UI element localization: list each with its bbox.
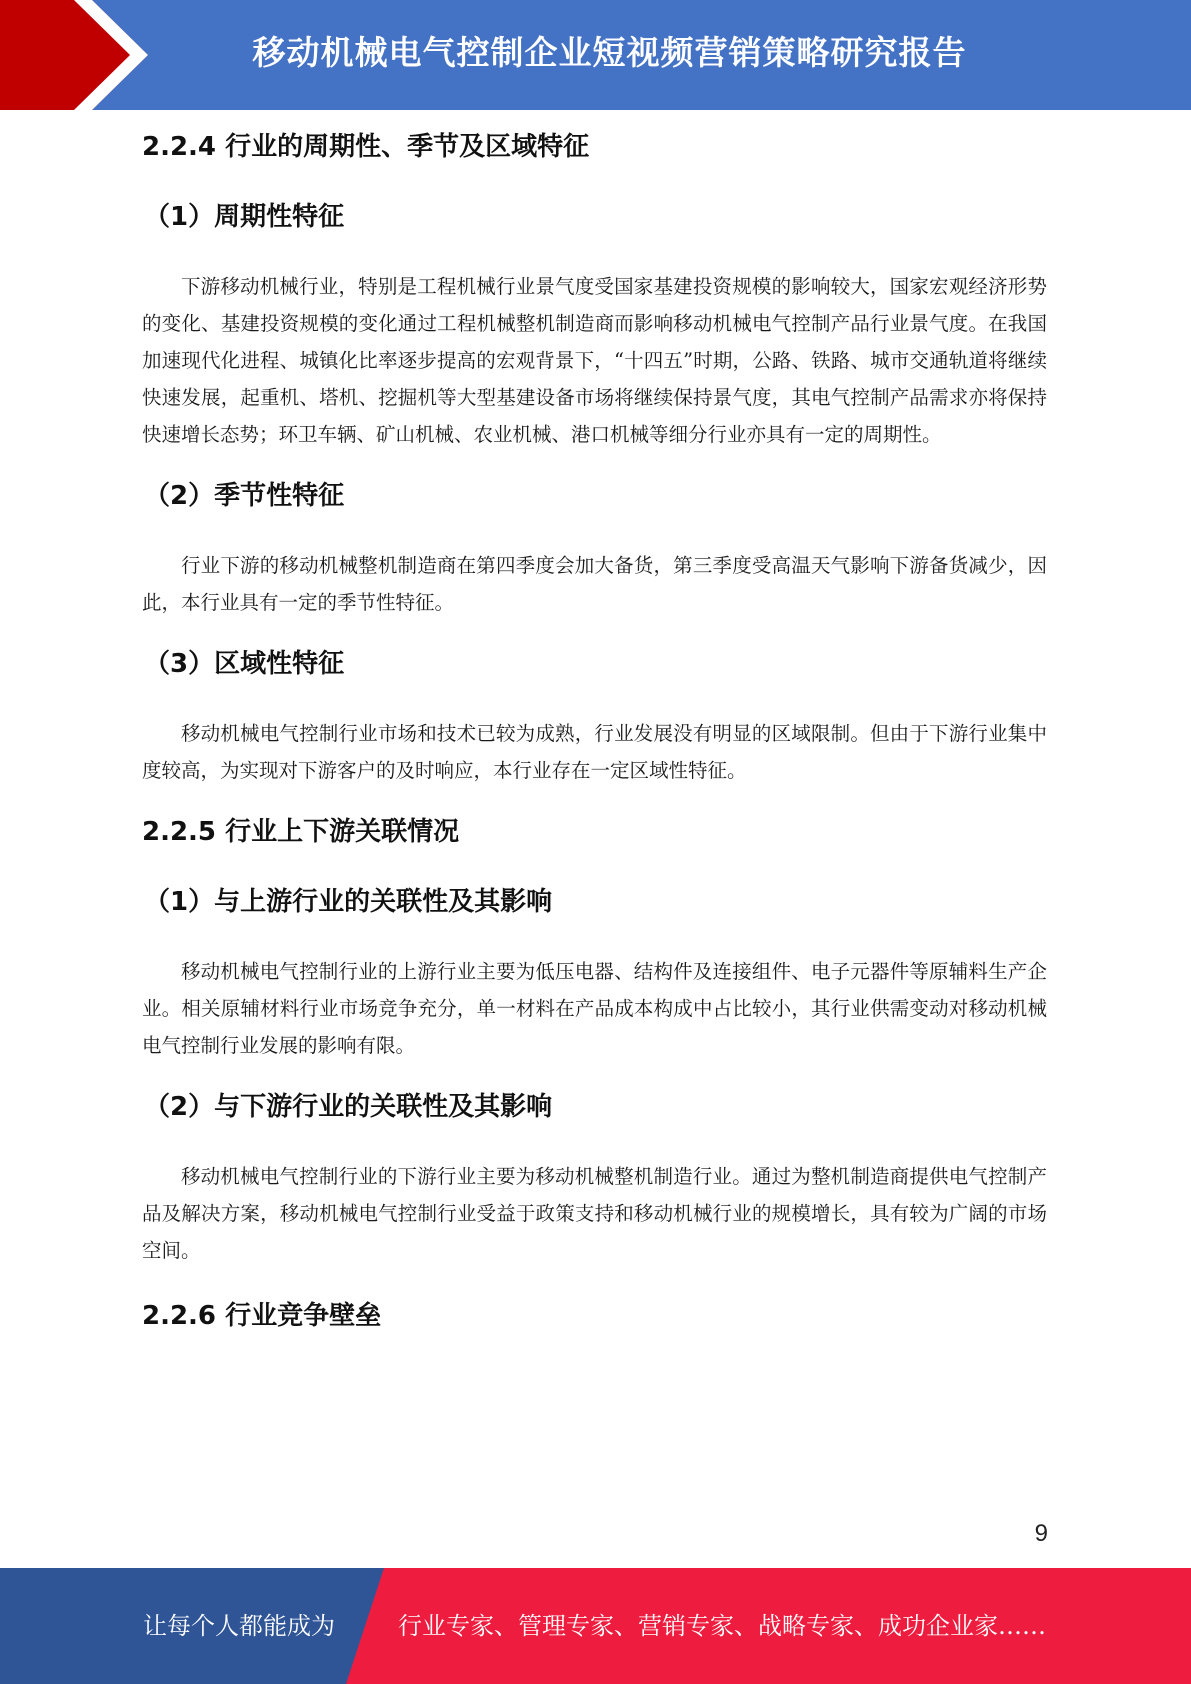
section-heading-2-2-4: 2.2.4 行业的周期性、季节及区域特征 [142,132,590,162]
footer-slogan-right: 行业专家、管理专家、营销专家、战略专家、成功企业家…… [398,1612,1046,1640]
subheading-regional: （3）区域性特征 [144,649,345,679]
document-body [142,122,1047,1341]
subheading-downstream: （2）与下游行业的关联性及其影响 [144,1092,553,1122]
paragraph-cyclical: 下游移动机械行业，特别是工程机械行业景气度受国家基建投资规模的影响较大，国家宏观经济形势的变化、基建投资规模的变化通过工程机械整机制造商而影响移动机械电气控制产品行业景气度。在我国加速现代化进程、城镇化比率逐步提高的宏观背景下，“十四五”时期，公路、铁路、城市交通轨道将继续快速发展，起重机、塔机、挖掘机等大型基建设备市场将继续保持景气度，其电气控制产品需求亦将保持快速增长态势；环卫车辆、矿山机械、农业机械、港口机械等细分行业亦具有一定的周期性。 [142,275,1047,446]
subheading-seasonal: （2）季节性特征 [144,481,345,511]
footer-slogan-left: 让每个人都能成为 [143,1612,335,1640]
section-heading-2-2-6: 2.2.6 行业竞争壁垒 [142,1301,382,1331]
page-number: 9 [1034,1520,1048,1547]
paragraph-downstream: 移动机械电气控制行业的下游行业主要为移动机械整机制造行业。通过为整机制造商提供电气控制产品及解决方案，移动机械电气控制行业受益于政策支持和移动机械行业的规模增长，具有较为广阔的市场空间。 [142,1165,1047,1262]
paragraph-upstream: 移动机械电气控制行业的上游行业主要为低压电器、结构件及连接组件、电子元器件等原辅料生产企业。相关原辅材料行业市场竞争充分，单一材料在产品成本构成中占比较小，其行业供需变动对移动机械电气控制行业发展的影响有限。 [142,960,1047,1057]
subheading-cyclical: （1）周期性特征 [144,202,345,232]
footer-banner [0,1568,1191,1684]
paragraph-regional: 移动机械电气控制行业市场和技术已较为成熟，行业发展没有明显的区域限制。但由于下游行业集中度较高，为实现对下游客户的及时响应，本行业存在一定区域性特征。 [142,722,1047,782]
report-title: 移动机械电气控制企业短视频营销策略研究报告 [252,33,967,72]
header-banner [0,0,1191,110]
section-heading-2-2-5: 2.2.5 行业上下游关联情况 [142,817,460,847]
paragraph-seasonal: 行业下游的移动机械整机制造商在第四季度会加大备货，第三季度受高温天气影响下游备货减少，因此，本行业具有一定的季节性特征。 [142,554,1047,614]
subheading-upstream: （1）与上游行业的关联性及其影响 [144,887,553,917]
